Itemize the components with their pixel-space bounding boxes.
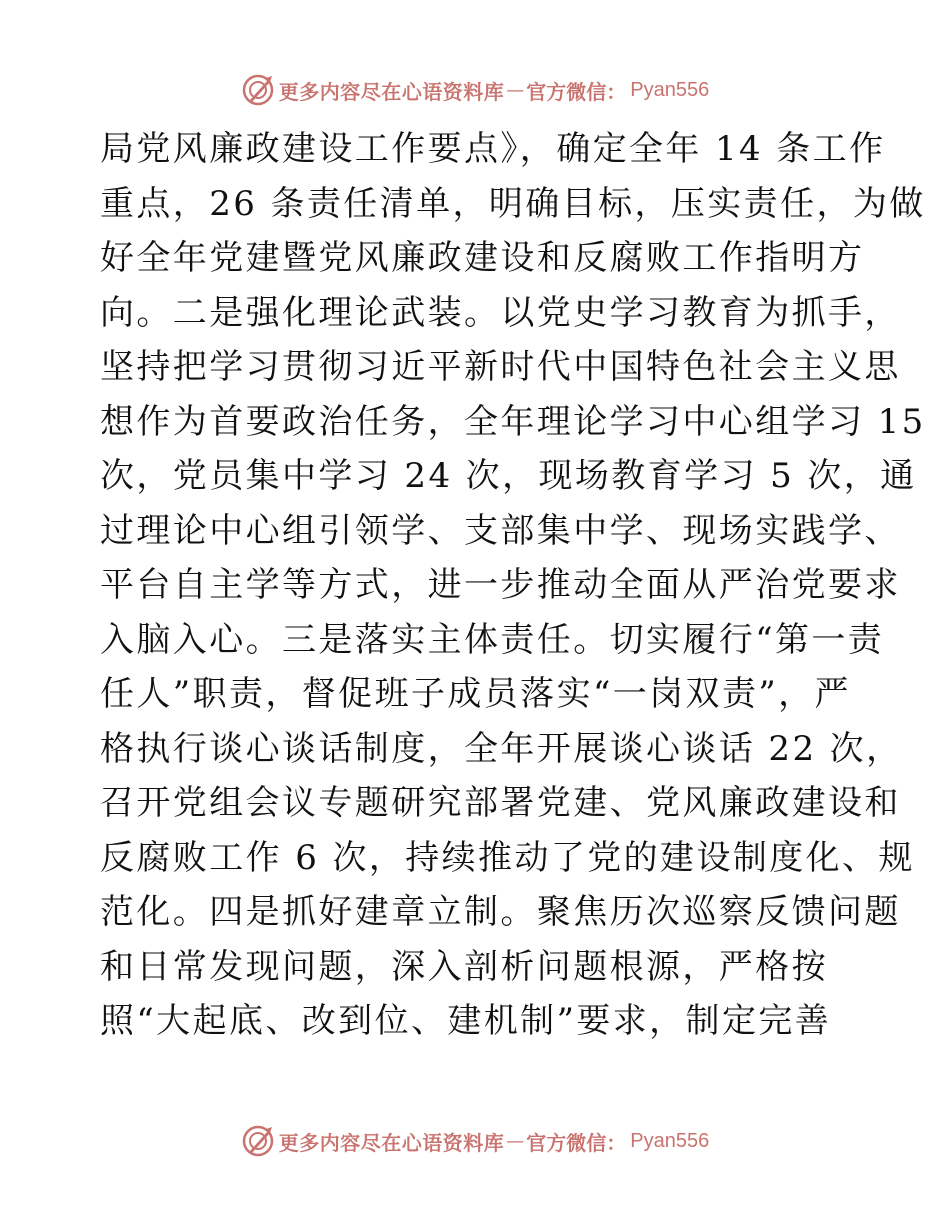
body-line: 任人”职责，督促班子成员落实“一岗双责”，严 xyxy=(100,674,851,714)
watermark-account: Pyan556 xyxy=(630,1129,710,1152)
body-line: 局党风廉政建设工作要点》，确定全年 14 条工作 xyxy=(100,129,886,169)
body-line: 好全年党建暨党风廉政建设和反腐败工作指明方 xyxy=(100,238,865,278)
document-body xyxy=(100,122,926,1049)
body-line: 次，党员集中学习 24 次，现场教育学习 5 次，通 xyxy=(100,456,917,496)
watermark-separator: — xyxy=(506,79,525,101)
body-line: 向。二是强化理论武装。以党史学习教育为抓手， xyxy=(100,292,901,333)
logo-icon xyxy=(241,1124,275,1158)
watermark-banner-top xyxy=(0,70,950,110)
body-line: 平台自主学等方式，进一步推动全面从严治党要求 xyxy=(100,565,901,605)
logo-icon xyxy=(241,73,275,107)
body-line: 过理论中心组引领学、支部集中学、现场实践学、 xyxy=(100,510,901,551)
body-line: 范化。四是抓好建章立制。聚焦历次巡察反馈问题 xyxy=(100,892,901,932)
body-line: 召开党组会议专题研究部署党建、党风廉政建设和 xyxy=(100,783,901,823)
body-line: 格执行谈心谈话制度，全年开展谈心谈话 22 次， xyxy=(100,728,903,769)
watermark-label: 官方微信： xyxy=(526,1130,627,1155)
body-line: 反腐败工作 6 次，持续推动了党的建设制度化、规 xyxy=(100,837,915,878)
watermark-text: 更多内容尽在心语资料库 xyxy=(278,79,505,104)
body-line: 入脑入心。三是落实主体责任。切实履行“第一责 xyxy=(100,619,885,660)
body-line: 照“大起底、改到位、建机制”要求，制定完善 xyxy=(100,1001,832,1041)
watermark-banner-bottom xyxy=(0,1121,950,1161)
body-line: 和日常发现问题，深入剖析问题根源，严格按 xyxy=(100,946,828,987)
body-line: 想作为首要政治任务，全年理论学习中心组学习 15 xyxy=(100,401,926,442)
body-line: 坚持把学习贯彻习近平新时代中国特色社会主义思 xyxy=(100,347,901,387)
watermark-text: 更多内容尽在心语资料库 xyxy=(278,1130,505,1155)
watermark-label: 官方微信： xyxy=(526,79,627,104)
watermark-account: Pyan556 xyxy=(630,78,710,101)
watermark-separator: — xyxy=(506,1130,525,1152)
body-line: 重点，26 条责任清单，明确目标，压实责任，为做 xyxy=(100,183,926,224)
